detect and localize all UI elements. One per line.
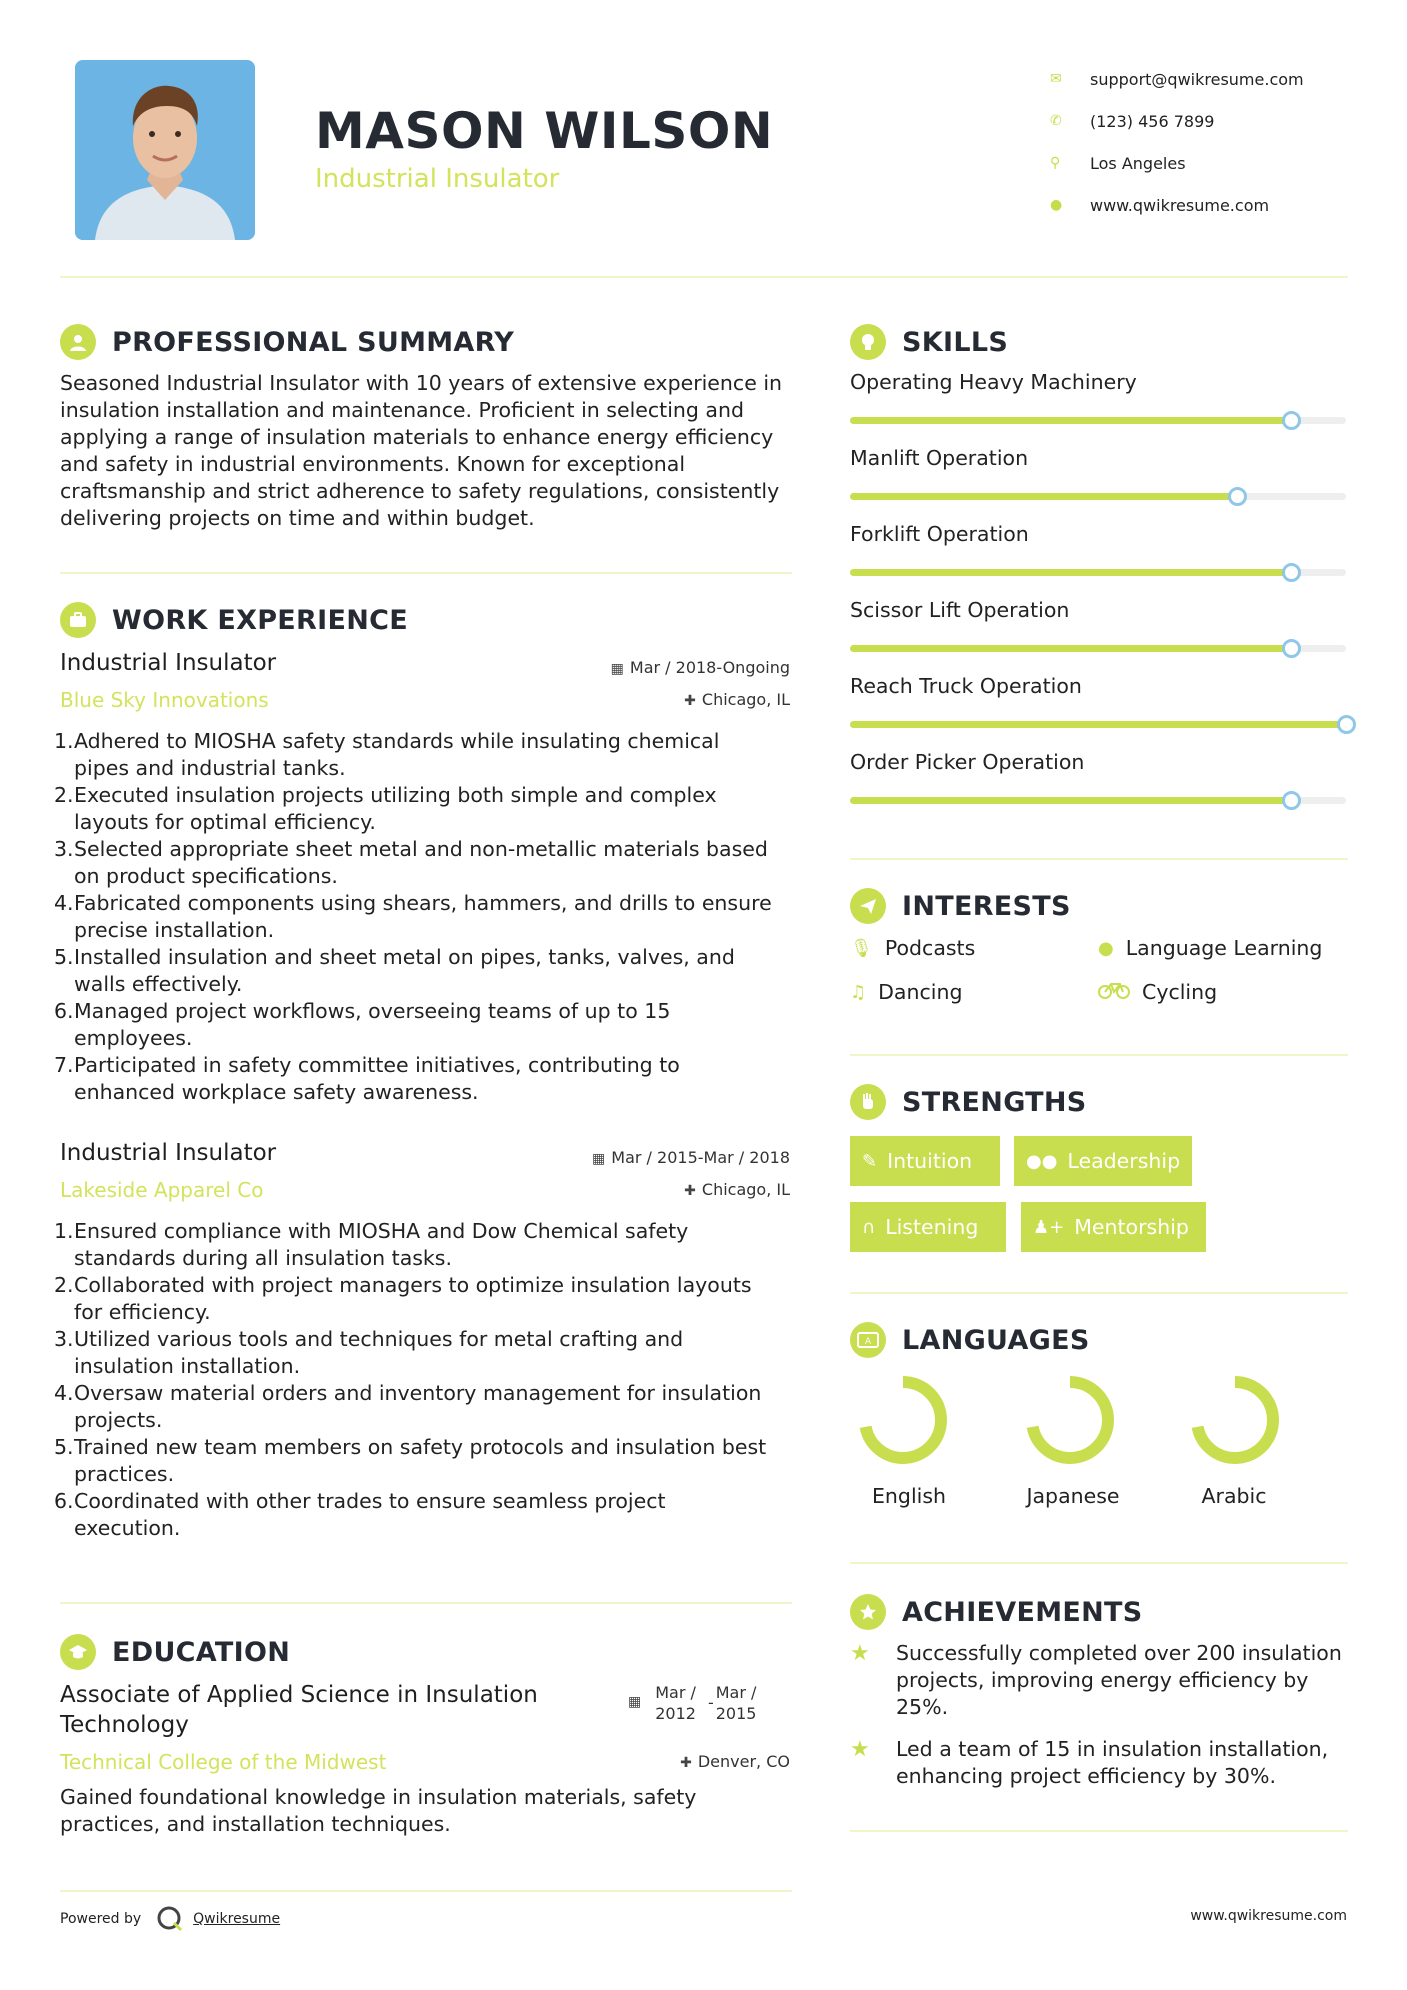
paper-plane-icon <box>850 888 886 924</box>
list-item: 1. Ensured compliance with MIOSHA and Dow Chemical safety standards during all insulation tasks. <box>54 1219 689 1270</box>
email-text[interactable]: support@qwikresume.com <box>1090 69 1304 89</box>
contact-email <box>1050 58 1350 100</box>
skill-name: Operating Heavy Machinery <box>850 370 1137 394</box>
phone-text: (123) 456 7899 <box>1090 111 1215 131</box>
summary-line: insulation installation and maintenance. Proficient in selecting and <box>60 398 744 422</box>
star-icon: ★ <box>850 1737 870 1762</box>
skill-level-knob <box>1282 791 1301 810</box>
skill-level-knob <box>1282 639 1301 658</box>
strength-chip: ✎ Intuition <box>850 1136 1000 1186</box>
graduation-cap-icon <box>60 1634 96 1670</box>
candidate-name: MASON WILSON <box>315 102 774 160</box>
skill-name: Forklift Operation <box>850 522 1029 546</box>
summary-line: craftsmanship and strict adherence to safety regulations, consistently <box>60 479 780 503</box>
skill-bar-fill <box>850 417 1291 424</box>
job-company: Lakeside Apparel Co <box>60 1178 264 1202</box>
list-item: 2. Collaborated with project managers to optimize insulation layouts for efficiency. <box>54 1273 752 1324</box>
language-ring <box>1185 1370 1285 1470</box>
job-location-text: Chicago, IL <box>701 690 790 709</box>
work-heading <box>60 602 408 638</box>
skill-bar-track <box>850 417 1346 424</box>
calendar-icon: ▦ <box>610 661 624 677</box>
interests-heading <box>850 888 1071 924</box>
star-icon: ★ <box>850 1641 870 1666</box>
pin-icon: ✚ <box>684 1183 696 1199</box>
skills-divider <box>850 858 1348 860</box>
degree-line: Technology <box>60 1712 189 1738</box>
strength-chip: ♟+ Mentorship <box>1021 1202 1206 1252</box>
interest-item: Cycling <box>1098 980 1217 1004</box>
envelope-icon: ✉ <box>1050 71 1062 87</box>
user-icon <box>60 324 96 360</box>
list-item: 3. Selected appropriate sheet metal and non-metallic materials based on product specifications. <box>54 837 768 888</box>
language-ring <box>1020 1370 1120 1470</box>
job-date-text: Mar / 2015-Mar / 2018 <box>611 1148 790 1167</box>
job-location <box>684 690 790 709</box>
list-item: 5. Trained new team members on safety protocols and insulation best practices. <box>54 1435 767 1486</box>
skill-bar-track <box>850 569 1346 576</box>
magic-wand-icon: ✎ <box>862 1150 878 1172</box>
summary-line: applying a range of insulation materials to enhance energy efficiency <box>60 425 774 449</box>
languages-title: LANGUAGES <box>902 1324 1090 1356</box>
contact-block <box>1050 58 1350 226</box>
lightbulb-icon <box>850 324 886 360</box>
list-item: 2. Executed insulation projects utilizing both simple and complex layouts for optimal efficiency. <box>54 783 717 834</box>
hand-icon <box>850 1084 886 1120</box>
contact-location <box>1050 142 1350 184</box>
skill-bar-track <box>850 493 1346 500</box>
skill-bar-fill <box>850 569 1291 576</box>
skill-name: Reach Truck Operation <box>850 674 1082 698</box>
strengths-heading <box>850 1084 1087 1120</box>
calendar-icon: ▦ <box>628 1694 642 1710</box>
list-item: 5. Installed insulation and sheet metal on pipes, tanks, valves, and walls effectively. <box>54 945 735 996</box>
skill-name: Manlift Operation <box>850 446 1029 470</box>
education-dates: ▦ Mar / 2012 - Mar / 2015 <box>628 1683 757 1723</box>
language-name: Arabic <box>1201 1484 1267 1508</box>
contact-phone <box>1050 100 1350 142</box>
website-text[interactable]: www.qwikresume.com <box>1090 195 1270 215</box>
qwikresume-link[interactable]: Qwikresume <box>193 1911 281 1927</box>
job-date-text: Mar / 2018-Ongoing <box>629 658 790 677</box>
skill-bar-fill <box>850 797 1291 804</box>
list-item: 6. Coordinated with other trades to ensure seamless project execution. <box>54 1489 666 1540</box>
achievement-item: ★ Led a team of 15 in insulation installation, enhancing project efficiency by 30%. <box>850 1737 1329 1788</box>
languages-divider <box>850 1562 1348 1564</box>
summary-line: delivering projects on time and within budget. <box>60 506 535 530</box>
skill-level-knob <box>1282 411 1301 430</box>
list-item: 4. Oversaw material orders and inventory management for insulation projects. <box>54 1381 762 1432</box>
skill-bar-track <box>850 721 1346 728</box>
achievements-divider <box>850 1830 1348 1832</box>
briefcase-icon <box>60 602 96 638</box>
degree-line: Associate of Applied Science in Insulation <box>60 1682 538 1708</box>
summary-line: and safety in industrial environments. Known for exceptional <box>60 452 686 476</box>
summary-title: PROFESSIONAL SUMMARY <box>112 326 515 358</box>
footer-divider <box>60 1890 792 1892</box>
skill-level-knob <box>1337 715 1356 734</box>
list-item: 7. Participated in safety committee initiatives, contributing to enhanced workplace safety awareness. <box>54 1053 680 1104</box>
map-pin-icon: ⚲ <box>1050 155 1061 171</box>
summary-line: Seasoned Industrial Insulator with 10 years of extensive experience in <box>60 371 783 395</box>
trophy-star-icon <box>850 1594 886 1630</box>
header-divider <box>60 276 1348 278</box>
job-date <box>611 658 790 677</box>
interests-title: INTERESTS <box>902 890 1071 922</box>
strength-chip: ●● Leadership <box>1014 1136 1192 1186</box>
job-title: Industrial Insulator <box>60 1140 277 1166</box>
language-name: Japanese <box>1026 1484 1120 1508</box>
interest-item: 🎙︎ Podcasts <box>850 936 976 960</box>
profile-photo <box>75 60 255 240</box>
skill-bar-track <box>850 645 1346 652</box>
pin-icon: ✚ <box>680 1755 692 1771</box>
strengths-title: STRENGTHS <box>902 1086 1087 1118</box>
qwikresume-logo-icon <box>155 1904 185 1934</box>
education-title: EDUCATION <box>112 1636 291 1668</box>
job-location-text: Chicago, IL <box>701 1180 790 1199</box>
list-item: 4. Fabricated components using shears, hammers, and drills to ensure precise installation. <box>54 891 772 942</box>
microphone-icon: 🎙︎ <box>850 937 873 959</box>
strength-chip: ∩ Listening <box>850 1202 1006 1252</box>
pin-icon: ✚ <box>684 693 696 709</box>
achievements-heading <box>850 1594 1143 1630</box>
languages-heading <box>850 1322 1090 1358</box>
footer-powered: Powered by Qwikresume <box>60 1904 280 1934</box>
job-location <box>684 1180 790 1199</box>
skill-name: Scissor Lift Operation <box>850 598 1070 622</box>
globe-icon: ● <box>1050 197 1063 213</box>
calendar-icon: ▦ <box>592 1151 606 1167</box>
achievements-title: ACHIEVEMENTS <box>902 1596 1143 1628</box>
summary-text <box>60 370 800 532</box>
skills-title: SKILLS <box>902 326 1009 358</box>
list-item: 6. Managed project workflows, overseeing teams of up to 15 employees. <box>54 999 671 1050</box>
summary-heading <box>60 324 514 360</box>
skill-bar-fill <box>850 493 1237 500</box>
job-duties <box>54 728 804 1106</box>
translate-icon <box>850 1322 886 1358</box>
work-title: WORK EXPERIENCE <box>112 604 408 636</box>
candidate-role: Industrial Insulator <box>315 164 560 194</box>
language-name: English <box>871 1484 947 1508</box>
contact-website <box>1050 184 1350 226</box>
user-plus-icon: ♟+ <box>1033 1216 1065 1238</box>
interest-item: ♫ Dancing <box>850 980 963 1004</box>
globe-icon: ● <box>1098 937 1114 959</box>
job-title: Industrial Insulator <box>60 650 277 676</box>
education-location: ✚ Denver, CO <box>680 1752 790 1771</box>
skill-bar-track <box>850 797 1346 804</box>
list-item: 3. Utilized various tools and techniques for metal crafting and insulation installation. <box>54 1327 684 1378</box>
headphones-icon: ∩ <box>862 1216 876 1238</box>
group-icon: ●● <box>1026 1150 1058 1172</box>
skill-level-knob <box>1282 563 1301 582</box>
bicycle-icon <box>1098 981 1130 1004</box>
work-divider <box>60 1602 792 1604</box>
achievement-item: ★ Successfully completed over 200 insulation projects, improving energy efficiency by 25%. <box>850 1641 1342 1719</box>
skills-heading <box>850 324 1008 360</box>
location-text: Los Angeles <box>1090 153 1186 173</box>
svg-text:A: A <box>864 1337 872 1347</box>
interest-item: ● Language Learning <box>1098 936 1323 960</box>
education-description: Gained foundational knowledge in insulation materials, safety practices, and installation techniques. <box>60 1785 697 1836</box>
skill-level-knob <box>1228 487 1247 506</box>
school-name: Technical College of the Midwest <box>60 1750 387 1774</box>
phone-icon: ✆ <box>1050 113 1062 129</box>
degree-title <box>60 1680 538 1740</box>
job-company: Blue Sky Innovations <box>60 688 269 712</box>
skill-bar-fill <box>850 645 1291 652</box>
job-duties <box>54 1218 804 1542</box>
education-heading <box>60 1634 290 1670</box>
summary-divider <box>60 572 792 574</box>
interests-divider <box>850 1054 1348 1056</box>
footer-site[interactable]: www.qwikresume.com <box>1190 1908 1347 1924</box>
skill-name: Order Picker Operation <box>850 750 1085 774</box>
language-ring <box>853 1370 953 1470</box>
strengths-divider <box>850 1292 1348 1294</box>
job-date <box>592 1148 790 1167</box>
list-item: 1. Adhered to MIOSHA safety standards while insulating chemical pipes and industrial tanks. <box>54 729 720 780</box>
music-note-icon: ♫ <box>850 981 867 1003</box>
skill-bar-fill <box>850 721 1346 728</box>
